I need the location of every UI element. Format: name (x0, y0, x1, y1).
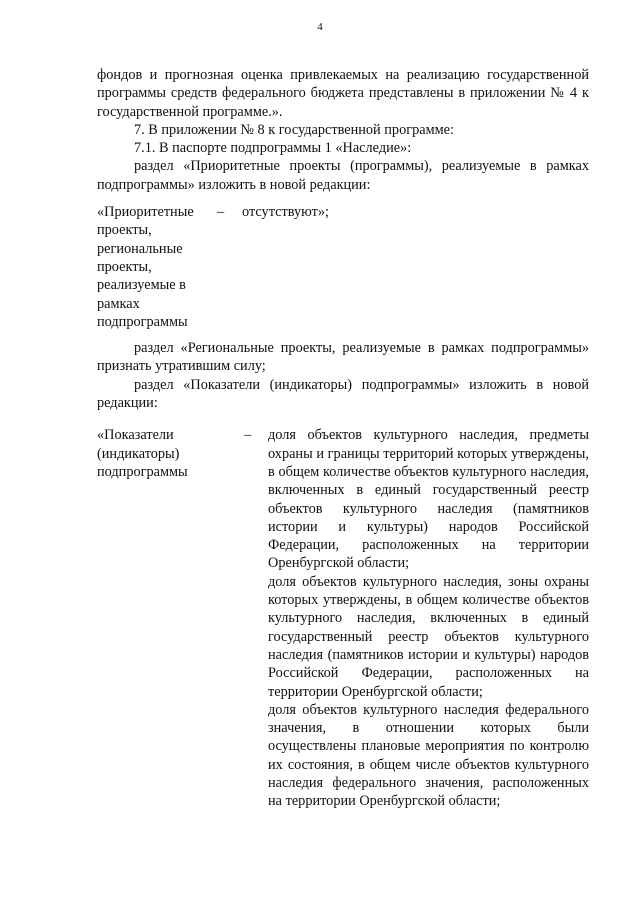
paragraph-indicators: раздел «Показатели (индикаторы) подпрограммы» изложить в новой редакции: (97, 376, 589, 412)
paragraph-passport-subprogram: 7.1. В паспорте подпрограммы 1 «Наследие»: (134, 140, 412, 157)
priority-projects-value: отсутствуют»; (242, 204, 329, 221)
paragraph-priority-projects: раздел «Приоритетные проекты (программы), реализуемые в рамках подпрограммы» изложить в новой редакции: (97, 158, 589, 193)
paragraph-regional-projects: раздел «Региональные проекты, реализуемые в рамках подпрограммы» признать утратившим силу; (97, 340, 589, 375)
priority-projects-dash: – (217, 204, 225, 221)
paragraph-appendix-8: 7. В приложении № 8 к государственной программе: (134, 121, 454, 138)
priority-projects-row (97, 203, 589, 331)
indicator-item: доля объектов культурного наследия, предметы охраны и границы территорий которых утверждены, в общем количестве объектов культурного наследия, включенных в единый государственный реестр объектов культурного наследия (памятников истории и культуры) народов Российской Федерации, расположенных на территории Оренбургской области; (268, 427, 589, 572)
indicator-item: доля объектов культурного наследия, зоны охраны которых утверждены, в общем количестве объектов культурного наследия, включенных в единый государственный реестр объектов культурного наследия (памятников истории и культуры) народов Российской Федерации, расположенных на территории Оренбургской области; (268, 573, 589, 700)
priority-projects-label: «Приоритетные проекты, региональные проекты, реализуемые в рамках подпрограммы (97, 204, 194, 330)
page-number: 4 (317, 21, 323, 33)
paragraph-budget-funds: фондов и прогнозная оценка привлекаемых на реализацию государственной программы средств федерального бюджета представлены в приложении № 4 к государственной программе.». (97, 67, 589, 120)
document-body (97, 66, 589, 811)
indicators-list (268, 426, 589, 810)
indicators-label: «Показатели (индикаторы) подпрограммы (97, 427, 188, 480)
indicator-item: доля объектов культурного наследия федерального значения, в отношении которых были осуществлены плановые мероприятия по контролю их состояния, в общем числе объектов культурного наследия федерального значения, расположенных на территории Оренбургской области; (268, 701, 589, 810)
indicators-dash: – (244, 427, 252, 444)
indicators-row (97, 426, 589, 810)
